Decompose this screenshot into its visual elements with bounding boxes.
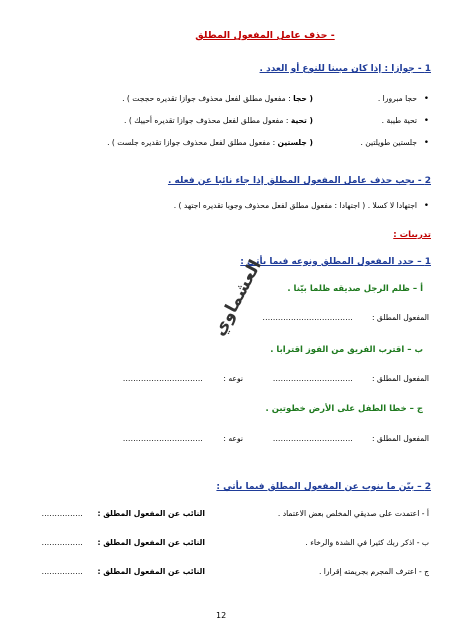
section1-heading: 1 - جوازا : إذا كان مبينا للنوع أو العدد . [259,64,431,74]
exercise2-sentence-b: ب - اذكر ربك كثيرا في الشدة والرخاء . [305,538,429,547]
section1-item-2-explanation: ( تحية : مفعول مطلق لفعل محذوف جوازا تقديره أحييك ) . [124,116,313,125]
exercise1-b-answer-blank: ............................... [272,374,353,383]
page-title: - حذف عامل المفعول المطلق [195,30,335,41]
page-number: 12 [216,611,227,620]
exercise1-c-type-blank: ............................... [122,434,203,443]
exercise2-a-label: النائب عن المفعول المطلق : [97,509,205,518]
exercises-title: تدريبات : [393,230,431,240]
exercise1-sentence-c: ج – خطا الطفل على الأرض خطوتين . [265,404,423,414]
section2-heading: 2 - يجب حذف عامل المفعول المطلق إذا جاء نائبا عن فعله . [167,176,431,186]
exercise2-a-blank: ................ [41,509,83,518]
exercise2-sentence-a: أ - اعتمدت على صديقي المخلص بعض الاعتماد . [277,509,429,518]
exercise1-sentence-b: ب – اقترب الفريق من الفوز اقترابا . [270,345,423,355]
watermark: العشماوي [209,256,266,340]
exercise1-sentence-a: أ – ظلم الرجل صديقه ظلما بيّنا . [287,284,423,294]
exercise2-b-label: النائب عن المفعول المطلق : [97,538,205,547]
section1-item-3-example: جلستين طويلتين . • [360,138,417,147]
section1-item-1-explanation: ( حجا : مفعول مطلق لفعل محذوف جوازا تقديره حججت ) . [122,94,313,103]
exercise1-b-type-label: نوعه : [223,374,243,383]
section2-item: اجتهادا لا كسلا . ( اجتهادا : مفعول مطلق لفعل محذوف وجوبا تقديره اجتهد ) . • [174,201,417,210]
exercise1-b-type-blank: ............................... [122,374,203,383]
exercise1-c-mutlaq-label: المفعول المطلق : [371,434,429,443]
exercise1-a-mutlaq-label: المفعول المطلق : [371,313,429,322]
exercise1-b-mutlaq-label: المفعول المطلق : [371,374,429,383]
exercise1-a-answer-blank: ................................... [262,313,353,322]
exercise1-c-type-label: نوعه : [223,434,243,443]
section1-item-3-explanation: ( جلستين : مفعول مطلق لفعل محذوف جوازا تقديره جلست ) . [107,138,313,147]
exercise2-c-blank: ................ [41,567,83,576]
section1-item-2-example: تحية طيبة . • [382,116,417,125]
exercise1-c-answer-blank: ............................... [272,434,353,443]
exercise2-heading: 2 – بيّن ما ينوب عن المفعول المطلق فيما يأتي : [216,482,431,492]
exercise2-c-label: النائب عن المفعول المطلق : [97,567,205,576]
exercise1-heading: 1 – حدد المفعول المطلق ونوعه فيما يأتي : [240,257,431,267]
exercise2-b-blank: ................ [41,538,83,547]
section1-item-1-example: حجا مبرورا . • [378,94,417,103]
exercise2-sentence-c: ج - اعترف المجرم بجريمته إقرارا . [318,567,429,576]
